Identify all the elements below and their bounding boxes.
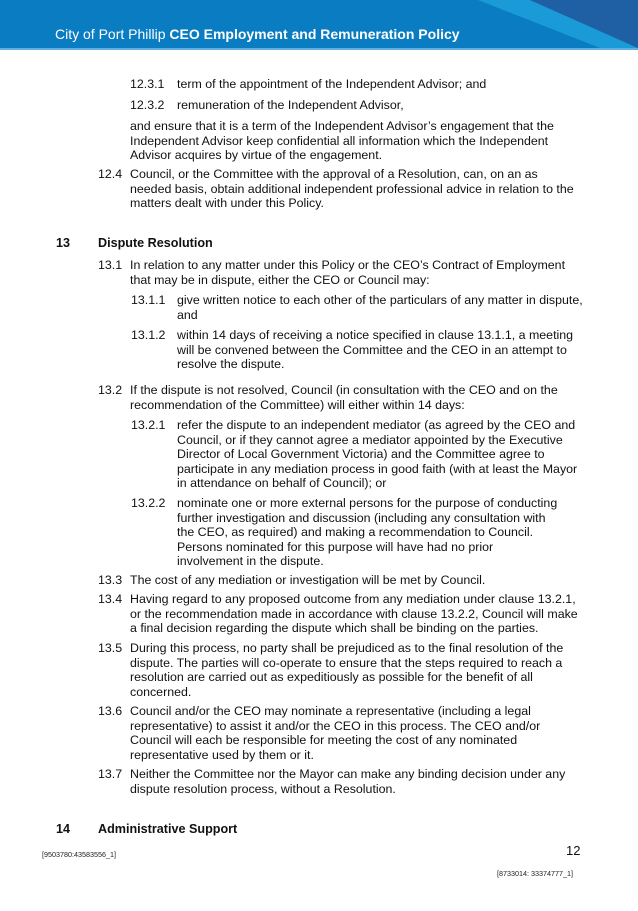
section-title: Dispute Resolution [98,236,213,250]
header-title [55,26,460,42]
page-number: 12 [566,843,581,858]
clause-text: remuneration of the Independent Advisor, [177,98,404,112]
clause-number: 12.4 [98,167,123,181]
clause-text: Having regard to any proposed outcome from any mediation under clause 13.2.1, or the recommendation made in accordance with clause 13.2.2, Council will make a final decision regarding the dispute which shall be binding on the parties. [130,592,578,636]
footer-doc-ref-right: [8733014: 33374777_1] [497,869,573,878]
clause-number: 13.3 [98,573,123,587]
document-header [0,0,638,50]
clause-number: 13.1 [98,258,123,272]
clause-text: nominate one or more external persons for the purpose of conducting further investigation and discussion (including any consultation with the CEO, as required) and making a recommendation to Council. Persons nominated for this purpose will have had no prior involvement in the dispute. [177,496,558,569]
footer-doc-ref-left: [9503780:43583556_1] [42,850,116,859]
clause-text: During this process, no party shall be prejudiced as to the final resolution of the dispute. The parties will co-operate to ensure that the steps required to reach a resolution are carried out as expeditiously as possible for the benefit of all concerned. [130,641,564,699]
clause-text: Neither the Committee nor the Mayor can make any binding decision under any dispute resolution process, without a Resolution. [130,767,566,796]
clause-number: 13.2 [98,383,123,397]
clause-number: 12.3.2 [130,98,165,112]
section-number: 13 [56,236,71,250]
clause-text: Council, or the Committee with the approval of a Resolution, can, on an as needed basis, obtain additional independent professional advice in relation to the matters dealt with under this Policy. [130,167,574,211]
clause-12-3-continuation: and ensure that it is a term of the Independent Advisor’s engagement that the Independent Advisor keep confidential all information which the Independent Advisor acquires by virtue of the engagement. [130,119,554,163]
clause-number: 13.1.1 [131,293,166,307]
clause-text: give written notice to each other of the particulars of any matter in dispute, and [177,293,583,322]
clause-number: 13.2.2 [131,496,166,510]
clause-text: If the dispute is not resolved, Council (in consultation with the CEO and on the recommendation of the Committee) will either within 14 days: [130,383,558,412]
clause-text: term of the appointment of the Independent Advisor; and [177,77,487,91]
clause-text: The cost of any mediation or investigation will be met by Council. [130,573,486,587]
clause-number: 13.2.1 [131,418,166,432]
clause-text: within 14 days of receiving a notice specified in clause 13.1.1, a meeting will be convened between the Committee and the CEO in an attempt to resolve the dispute. [177,328,574,372]
clause-number: 12.3.1 [130,77,165,91]
clause-number: 13.7 [98,767,123,781]
clause-number: 13.5 [98,641,123,655]
clause-text: In relation to any matter under this Policy or the CEO’s Contract of Employment that may be in dispute, either the CEO or Council may: [130,258,566,287]
header-doc-title: CEO Employment and Remuneration Policy [169,26,460,42]
clause-text: Council and/or the CEO may nominate a representative (including a legal representative) to assist it and/or the CEO in this process. The CEO and/or Council will each be responsible for meeting the cost of any nominated representative used by them or it. [130,704,541,762]
clause-text: refer the dispute to an independent mediator (as agreed by the CEO and Council, or if they cannot agree a mediator appointed by the Executive Director of Local Government Victoria) and the Committee agree to participate in any mediation process in good faith (with at least the Mayor in attendance on behalf of Council); or [177,418,578,491]
clause-number: 13.1.2 [131,328,166,342]
clause-number: 13.6 [98,704,123,718]
section-title: Administrative Support [98,822,238,836]
clause-number: 13.4 [98,592,123,606]
header-org: City of Port Phillip [55,26,166,42]
section-number: 14 [56,822,71,836]
